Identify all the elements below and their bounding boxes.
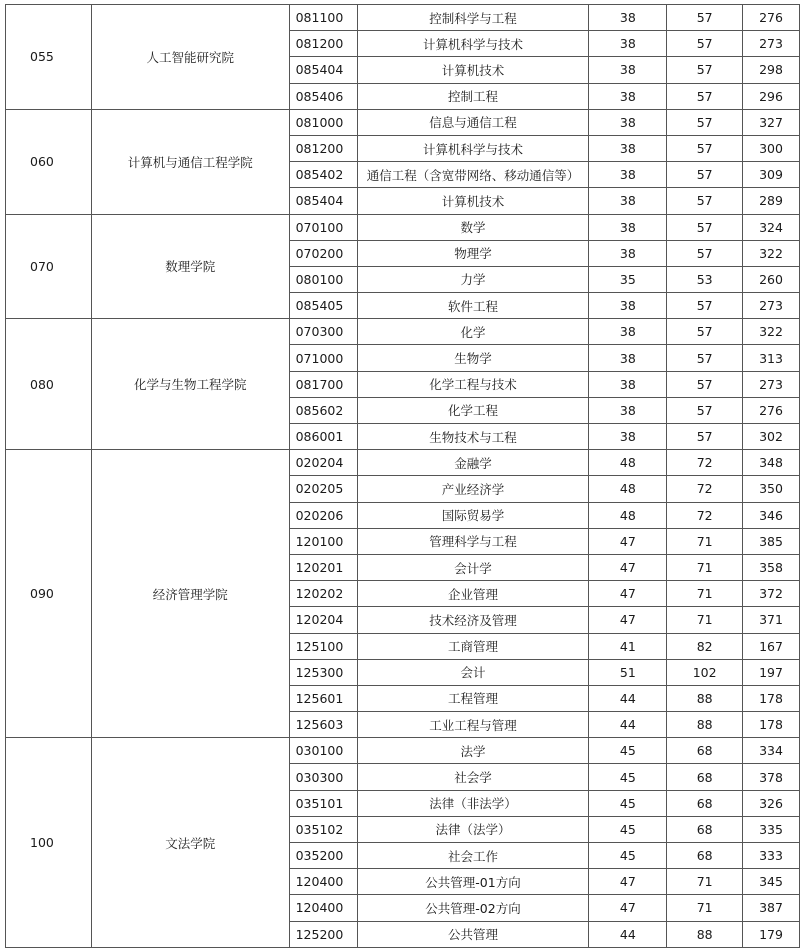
major-name-cell: 产业经济学 bbox=[357, 476, 589, 502]
institute-name-cell: 人工智能研究院 bbox=[91, 5, 289, 110]
major-code-cell: 081100 bbox=[289, 5, 357, 31]
major-name-cell: 会计 bbox=[357, 659, 589, 685]
total-score-cell: 346 bbox=[743, 502, 800, 528]
total-score-cell: 296 bbox=[743, 83, 800, 109]
major-code-cell: 125200 bbox=[289, 921, 357, 947]
single-subject-150-cell: 57 bbox=[667, 293, 743, 319]
major-code-cell: 071000 bbox=[289, 345, 357, 371]
major-name-cell: 法学 bbox=[357, 738, 589, 764]
major-name-cell: 生物学 bbox=[357, 345, 589, 371]
major-name-cell: 化学工程 bbox=[357, 397, 589, 423]
major-name-cell: 力学 bbox=[357, 266, 589, 292]
single-subject-150-cell: 57 bbox=[667, 188, 743, 214]
single-subject-150-cell: 57 bbox=[667, 135, 743, 161]
major-name-cell: 化学工程与技术 bbox=[357, 371, 589, 397]
major-name-cell: 金融学 bbox=[357, 450, 589, 476]
score-table bbox=[5, 4, 800, 948]
total-score-cell: 309 bbox=[743, 162, 800, 188]
major-name-cell: 社会学 bbox=[357, 764, 589, 790]
total-score-cell: 289 bbox=[743, 188, 800, 214]
table-row bbox=[6, 450, 800, 476]
total-score-cell: 348 bbox=[743, 450, 800, 476]
single-subject-100-cell: 48 bbox=[589, 450, 667, 476]
major-code-cell: 081200 bbox=[289, 135, 357, 161]
major-name-cell: 计算机科学与技术 bbox=[357, 31, 589, 57]
single-subject-150-cell: 57 bbox=[667, 162, 743, 188]
single-subject-100-cell: 35 bbox=[589, 266, 667, 292]
single-subject-100-cell: 47 bbox=[589, 607, 667, 633]
total-score-cell: 197 bbox=[743, 659, 800, 685]
total-score-cell: 358 bbox=[743, 554, 800, 580]
total-score-cell: 300 bbox=[743, 135, 800, 161]
total-score-cell: 385 bbox=[743, 528, 800, 554]
major-code-cell: 085404 bbox=[289, 188, 357, 214]
single-subject-100-cell: 38 bbox=[589, 188, 667, 214]
total-score-cell: 273 bbox=[743, 293, 800, 319]
total-score-cell: 167 bbox=[743, 633, 800, 659]
major-code-cell: 085404 bbox=[289, 57, 357, 83]
total-score-cell: 335 bbox=[743, 816, 800, 842]
major-code-cell: 035102 bbox=[289, 816, 357, 842]
major-name-cell: 社会工作 bbox=[357, 843, 589, 869]
major-name-cell: 工业工程与管理 bbox=[357, 712, 589, 738]
major-code-cell: 125601 bbox=[289, 685, 357, 711]
major-code-cell: 120400 bbox=[289, 895, 357, 921]
single-subject-100-cell: 38 bbox=[589, 5, 667, 31]
major-name-cell: 法律（法学） bbox=[357, 816, 589, 842]
major-code-cell: 120100 bbox=[289, 528, 357, 554]
single-subject-100-cell: 47 bbox=[589, 581, 667, 607]
single-subject-100-cell: 38 bbox=[589, 83, 667, 109]
major-code-cell: 120201 bbox=[289, 554, 357, 580]
table-row bbox=[6, 319, 800, 345]
major-code-cell: 030300 bbox=[289, 764, 357, 790]
single-subject-150-cell: 57 bbox=[667, 424, 743, 450]
single-subject-100-cell: 47 bbox=[589, 895, 667, 921]
single-subject-100-cell: 45 bbox=[589, 738, 667, 764]
major-name-cell: 通信工程（含宽带网络、移动通信等） bbox=[357, 162, 589, 188]
single-subject-150-cell: 68 bbox=[667, 816, 743, 842]
single-subject-150-cell: 88 bbox=[667, 685, 743, 711]
major-code-cell: 035101 bbox=[289, 790, 357, 816]
major-name-cell: 公共管理 bbox=[357, 921, 589, 947]
total-score-cell: 178 bbox=[743, 685, 800, 711]
total-score-cell: 313 bbox=[743, 345, 800, 371]
major-code-cell: 085405 bbox=[289, 293, 357, 319]
major-name-cell: 工程管理 bbox=[357, 685, 589, 711]
score-table-body bbox=[6, 5, 800, 948]
single-subject-100-cell: 48 bbox=[589, 476, 667, 502]
major-code-cell: 086001 bbox=[289, 424, 357, 450]
single-subject-100-cell: 51 bbox=[589, 659, 667, 685]
major-name-cell: 计算机技术 bbox=[357, 57, 589, 83]
single-subject-150-cell: 72 bbox=[667, 502, 743, 528]
total-score-cell: 322 bbox=[743, 319, 800, 345]
major-code-cell: 070100 bbox=[289, 214, 357, 240]
single-subject-100-cell: 47 bbox=[589, 869, 667, 895]
total-score-cell: 178 bbox=[743, 712, 800, 738]
table-row bbox=[6, 214, 800, 240]
institute-name-cell: 经济管理学院 bbox=[91, 450, 289, 738]
table-row bbox=[6, 738, 800, 764]
total-score-cell: 326 bbox=[743, 790, 800, 816]
single-subject-150-cell: 57 bbox=[667, 345, 743, 371]
major-code-cell: 120400 bbox=[289, 869, 357, 895]
single-subject-150-cell: 68 bbox=[667, 764, 743, 790]
single-subject-150-cell: 71 bbox=[667, 895, 743, 921]
institute-name-cell: 计算机与通信工程学院 bbox=[91, 109, 289, 214]
single-subject-150-cell: 102 bbox=[667, 659, 743, 685]
single-subject-100-cell: 38 bbox=[589, 109, 667, 135]
single-subject-100-cell: 38 bbox=[589, 371, 667, 397]
institute-code-cell: 070 bbox=[6, 214, 92, 319]
total-score-cell: 298 bbox=[743, 57, 800, 83]
single-subject-150-cell: 71 bbox=[667, 869, 743, 895]
single-subject-150-cell: 88 bbox=[667, 921, 743, 947]
table-row bbox=[6, 109, 800, 135]
major-code-cell: 081200 bbox=[289, 31, 357, 57]
institute-name-cell: 化学与生物工程学院 bbox=[91, 319, 289, 450]
single-subject-100-cell: 38 bbox=[589, 293, 667, 319]
major-code-cell: 081700 bbox=[289, 371, 357, 397]
single-subject-150-cell: 57 bbox=[667, 83, 743, 109]
total-score-cell: 273 bbox=[743, 371, 800, 397]
single-subject-150-cell: 53 bbox=[667, 266, 743, 292]
single-subject-100-cell: 47 bbox=[589, 554, 667, 580]
single-subject-100-cell: 48 bbox=[589, 502, 667, 528]
major-code-cell: 080100 bbox=[289, 266, 357, 292]
total-score-cell: 350 bbox=[743, 476, 800, 502]
single-subject-150-cell: 57 bbox=[667, 240, 743, 266]
major-name-cell: 数学 bbox=[357, 214, 589, 240]
single-subject-100-cell: 38 bbox=[589, 31, 667, 57]
single-subject-100-cell: 41 bbox=[589, 633, 667, 659]
major-name-cell: 物理学 bbox=[357, 240, 589, 266]
total-score-cell: 387 bbox=[743, 895, 800, 921]
total-score-cell: 260 bbox=[743, 266, 800, 292]
major-code-cell: 125300 bbox=[289, 659, 357, 685]
major-code-cell: 120202 bbox=[289, 581, 357, 607]
single-subject-100-cell: 38 bbox=[589, 397, 667, 423]
major-name-cell: 企业管理 bbox=[357, 581, 589, 607]
single-subject-150-cell: 57 bbox=[667, 397, 743, 423]
single-subject-150-cell: 57 bbox=[667, 31, 743, 57]
single-subject-100-cell: 45 bbox=[589, 816, 667, 842]
major-name-cell: 技术经济及管理 bbox=[357, 607, 589, 633]
major-name-cell: 控制科学与工程 bbox=[357, 5, 589, 31]
major-code-cell: 085602 bbox=[289, 397, 357, 423]
major-name-cell: 计算机科学与技术 bbox=[357, 135, 589, 161]
major-name-cell: 计算机技术 bbox=[357, 188, 589, 214]
major-code-cell: 081000 bbox=[289, 109, 357, 135]
major-name-cell: 控制工程 bbox=[357, 83, 589, 109]
single-subject-100-cell: 47 bbox=[589, 528, 667, 554]
single-subject-100-cell: 38 bbox=[589, 424, 667, 450]
major-name-cell: 国际贸易学 bbox=[357, 502, 589, 528]
total-score-cell: 273 bbox=[743, 31, 800, 57]
single-subject-100-cell: 45 bbox=[589, 764, 667, 790]
major-name-cell: 生物技术与工程 bbox=[357, 424, 589, 450]
single-subject-100-cell: 44 bbox=[589, 921, 667, 947]
major-code-cell: 125100 bbox=[289, 633, 357, 659]
total-score-cell: 371 bbox=[743, 607, 800, 633]
major-code-cell: 020206 bbox=[289, 502, 357, 528]
major-code-cell: 070300 bbox=[289, 319, 357, 345]
major-code-cell: 030100 bbox=[289, 738, 357, 764]
institute-code-cell: 090 bbox=[6, 450, 92, 738]
single-subject-100-cell: 45 bbox=[589, 843, 667, 869]
single-subject-150-cell: 72 bbox=[667, 450, 743, 476]
single-subject-100-cell: 44 bbox=[589, 712, 667, 738]
major-code-cell: 035200 bbox=[289, 843, 357, 869]
single-subject-100-cell: 38 bbox=[589, 162, 667, 188]
single-subject-100-cell: 44 bbox=[589, 685, 667, 711]
institute-code-cell: 100 bbox=[6, 738, 92, 948]
institute-code-cell: 060 bbox=[6, 109, 92, 214]
single-subject-150-cell: 68 bbox=[667, 843, 743, 869]
single-subject-150-cell: 88 bbox=[667, 712, 743, 738]
single-subject-100-cell: 38 bbox=[589, 240, 667, 266]
major-name-cell: 软件工程 bbox=[357, 293, 589, 319]
single-subject-100-cell: 38 bbox=[589, 345, 667, 371]
total-score-cell: 327 bbox=[743, 109, 800, 135]
major-name-cell: 公共管理-02方向 bbox=[357, 895, 589, 921]
single-subject-150-cell: 71 bbox=[667, 581, 743, 607]
single-subject-100-cell: 38 bbox=[589, 135, 667, 161]
major-name-cell: 管理科学与工程 bbox=[357, 528, 589, 554]
major-name-cell: 公共管理-01方向 bbox=[357, 869, 589, 895]
total-score-cell: 372 bbox=[743, 581, 800, 607]
institute-name-cell: 文法学院 bbox=[91, 738, 289, 948]
major-code-cell: 085406 bbox=[289, 83, 357, 109]
single-subject-150-cell: 57 bbox=[667, 57, 743, 83]
single-subject-150-cell: 71 bbox=[667, 607, 743, 633]
major-name-cell: 工商管理 bbox=[357, 633, 589, 659]
single-subject-150-cell: 57 bbox=[667, 214, 743, 240]
major-code-cell: 020205 bbox=[289, 476, 357, 502]
total-score-cell: 378 bbox=[743, 764, 800, 790]
major-code-cell: 070200 bbox=[289, 240, 357, 266]
major-name-cell: 法律（非法学） bbox=[357, 790, 589, 816]
single-subject-100-cell: 38 bbox=[589, 214, 667, 240]
single-subject-100-cell: 45 bbox=[589, 790, 667, 816]
institute-code-cell: 055 bbox=[6, 5, 92, 110]
major-name-cell: 化学 bbox=[357, 319, 589, 345]
major-code-cell: 125603 bbox=[289, 712, 357, 738]
major-code-cell: 120204 bbox=[289, 607, 357, 633]
major-code-cell: 085402 bbox=[289, 162, 357, 188]
total-score-cell: 276 bbox=[743, 397, 800, 423]
institute-code-cell: 080 bbox=[6, 319, 92, 450]
total-score-cell: 345 bbox=[743, 869, 800, 895]
major-name-cell: 信息与通信工程 bbox=[357, 109, 589, 135]
single-subject-150-cell: 71 bbox=[667, 554, 743, 580]
single-subject-150-cell: 68 bbox=[667, 790, 743, 816]
table-row bbox=[6, 5, 800, 31]
total-score-cell: 322 bbox=[743, 240, 800, 266]
total-score-cell: 324 bbox=[743, 214, 800, 240]
single-subject-150-cell: 71 bbox=[667, 528, 743, 554]
major-code-cell: 020204 bbox=[289, 450, 357, 476]
total-score-cell: 179 bbox=[743, 921, 800, 947]
single-subject-150-cell: 68 bbox=[667, 738, 743, 764]
single-subject-150-cell: 82 bbox=[667, 633, 743, 659]
single-subject-150-cell: 57 bbox=[667, 319, 743, 345]
institute-name-cell: 数理学院 bbox=[91, 214, 289, 319]
total-score-cell: 302 bbox=[743, 424, 800, 450]
total-score-cell: 276 bbox=[743, 5, 800, 31]
total-score-cell: 334 bbox=[743, 738, 800, 764]
single-subject-150-cell: 57 bbox=[667, 371, 743, 397]
major-name-cell: 会计学 bbox=[357, 554, 589, 580]
total-score-cell: 333 bbox=[743, 843, 800, 869]
single-subject-150-cell: 57 bbox=[667, 109, 743, 135]
single-subject-100-cell: 38 bbox=[589, 57, 667, 83]
single-subject-150-cell: 72 bbox=[667, 476, 743, 502]
single-subject-100-cell: 38 bbox=[589, 319, 667, 345]
single-subject-150-cell: 57 bbox=[667, 5, 743, 31]
